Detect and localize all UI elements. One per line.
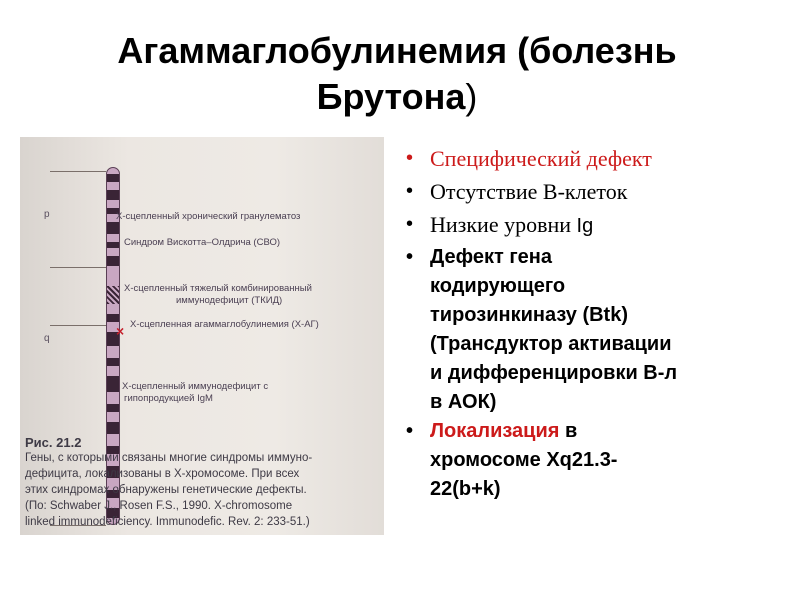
gene-label: Х-сцепленный хронический гранулематоз (116, 211, 301, 222)
figure-guide-line (50, 171, 106, 172)
caption-line: (По: Schwaber J., Rosen F.S., 1990. X-chromosome (25, 500, 293, 512)
bullet-line: кодирующего (430, 275, 566, 297)
localization-keyword: Локализация (430, 420, 560, 442)
gene-label: Синдром Вискотта–Олдрича (СВО) (124, 237, 281, 248)
title-line-1: Агаммаглобулинемия (болезнь (117, 30, 677, 71)
bullet-text-ig: Ig (576, 215, 594, 237)
gene-label: гипопродукцией IgM (124, 393, 213, 404)
bullet-gene-defect (402, 243, 792, 417)
chromosome-band (107, 174, 119, 182)
chromosome-band (107, 404, 119, 412)
bullet-line: 22(b+k) (430, 478, 501, 500)
figure-guide-line (50, 325, 106, 326)
bullet-localization (402, 417, 792, 504)
chromosome-band (107, 242, 119, 248)
caption-line: Гены, с которыми связаны многие синдромы иммуно- (25, 452, 313, 464)
bullet-low-ig (402, 208, 792, 243)
bullet-no-b-cells (402, 175, 792, 208)
caption-line: этих синдромах обнаружены генетические дефекты. (25, 484, 307, 496)
chromosome-band (107, 314, 119, 322)
figure-caption (25, 450, 380, 530)
bullet-line: тирозинкиназу (Btk) (430, 304, 628, 326)
bullet-line: и дифференцировки В-л (430, 362, 678, 384)
chromosome-band (107, 256, 119, 266)
chromosome-band (107, 222, 119, 234)
gene-label: Х-сцепленный иммунодефицит с (122, 381, 269, 392)
bullet-line: хромосоме Xq21.3- (430, 449, 618, 471)
figure-caption-title: Рис. 21.2 (25, 435, 82, 450)
figure-guide-line (50, 267, 106, 268)
slide-title (0, 28, 794, 120)
arm-label-q: q (44, 333, 50, 344)
bullet-line: в АОК) (430, 391, 497, 413)
chromosome-band (107, 358, 119, 366)
chromosome-figure (20, 137, 384, 535)
gene-label: иммунодефицит (ТКИД) (176, 295, 283, 306)
btk-locus-marker: × (116, 323, 125, 339)
caption-line: дефицита, локализованы в Х-хромосоме. При всех (25, 468, 300, 480)
chromosome-band (107, 190, 119, 200)
title-line-2-paren: ) (465, 76, 478, 117)
arm-label-p: p (44, 209, 50, 220)
caption-line: linked immunodeficiency. Immunodefic. Rev. 2: 233-51.) (25, 516, 310, 528)
bullet-line: (Трансдуктор активации (430, 333, 672, 355)
chromosome-centromere (107, 286, 119, 304)
bullet-text: в (559, 420, 578, 442)
bullet-specific-defect (402, 142, 792, 175)
chromosome-band (107, 376, 119, 392)
title-line-2 (0, 74, 794, 120)
chromosome-band (107, 422, 119, 434)
bullet-text: Специфический дефект (430, 146, 652, 171)
bullet-line (430, 417, 792, 446)
bullet-line: • Дефект гена (430, 246, 552, 268)
gene-label: Х-сцепленная агаммаглобулинемия (Х-АГ) (130, 319, 319, 330)
title-line-2-main: Брутона (316, 76, 466, 117)
bullet-text: Отсутствие В-клеток (430, 179, 628, 204)
bullet-list (402, 142, 792, 504)
gene-label: Х-сцепленный тяжелый комбинированный (124, 283, 312, 294)
bullet-text: Низкие уровни (430, 212, 577, 237)
